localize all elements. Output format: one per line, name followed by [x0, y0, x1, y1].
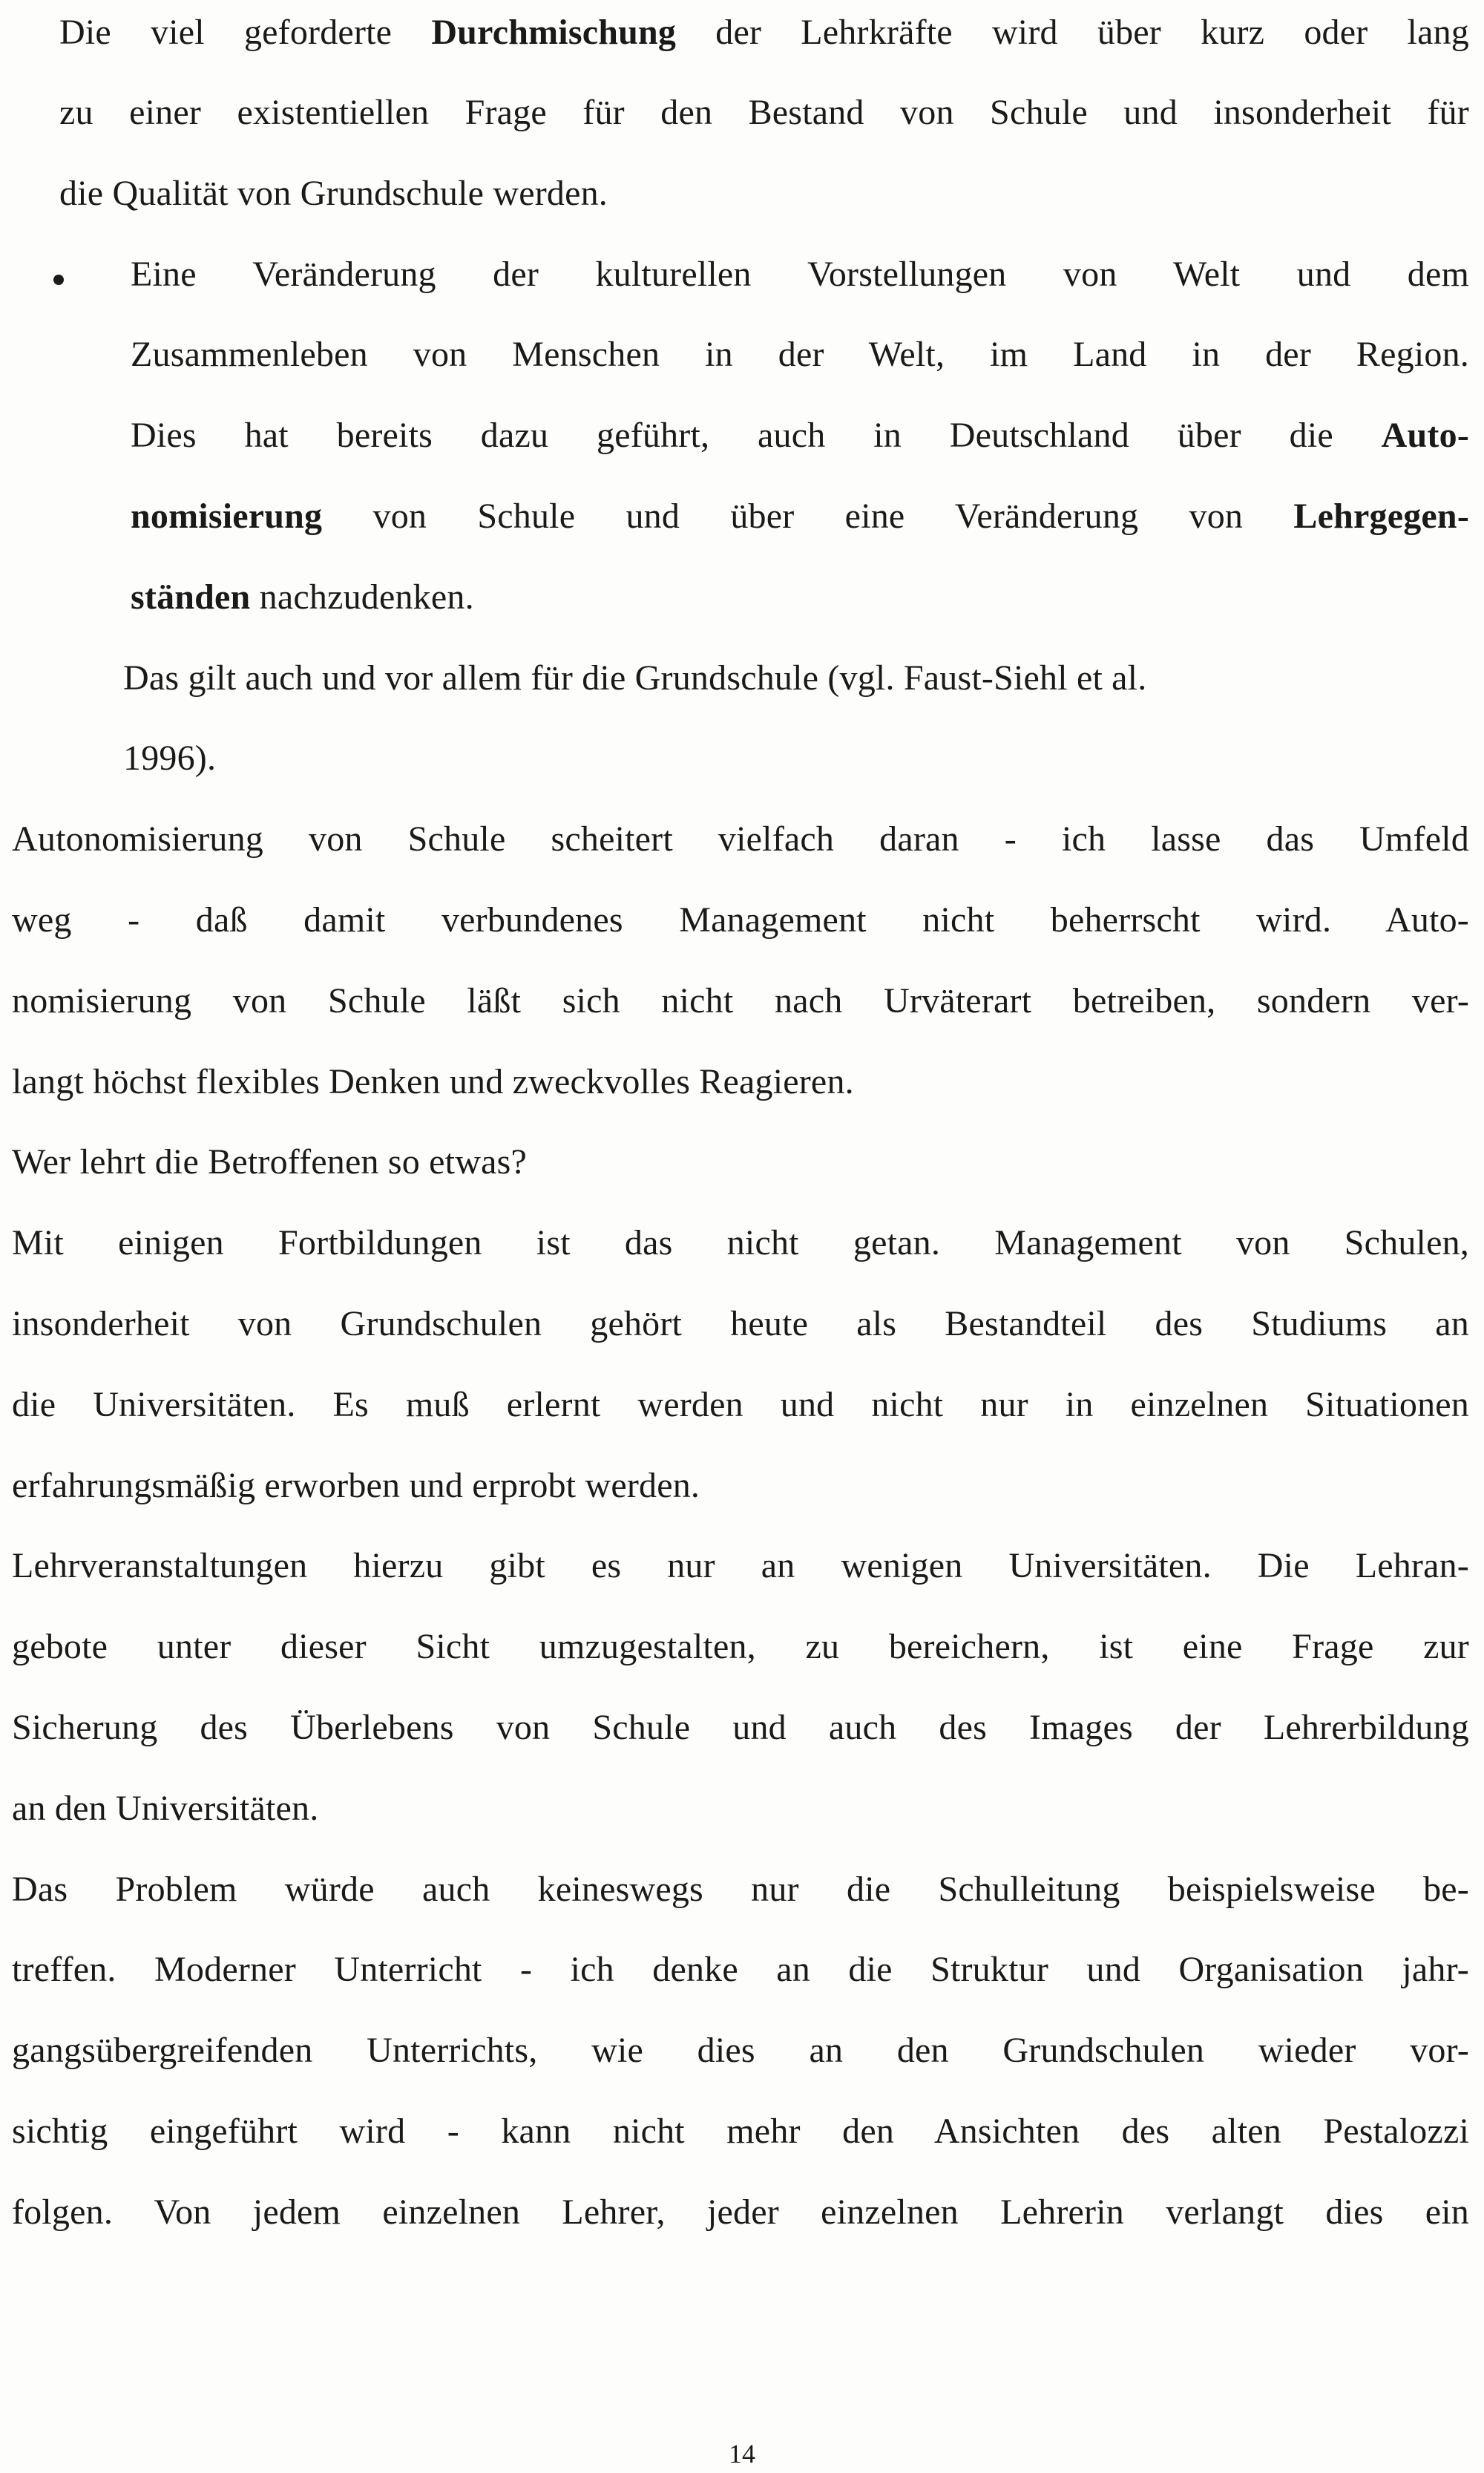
text-line: sichtig eingeführt wird - kann nicht mehr den Ansichten des alten Pestalozzi	[12, 2114, 1469, 2151]
page-number: 14	[729, 2439, 755, 2469]
text-line: Das gilt auch und vor allem für die Grundschule (vgl. Faust-Siehl et al.	[123, 658, 1147, 698]
text-line: 1996).	[123, 738, 217, 778]
text-line: Die viel geforderte Durchmischung der Lehrkräfte wird über kurz oder lang	[59, 15, 1469, 59]
bold-term: Auto-	[1381, 418, 1469, 455]
text-line: Wer lehrt die Betroffenen so etwas?	[12, 1142, 527, 1182]
text-line: treffen. Moderner Unterricht - ich denke an die Struktur und Organisation jahr-	[12, 1952, 1469, 1989]
text-line: folgen. Von jedem einzelnen Lehrer, jeder einzelnen Lehrerin verlangt dies ein	[12, 2195, 1469, 2232]
text-line: die Universitäten. Es muß erlernt werden und nicht nur in einzelnen Situationen	[12, 1387, 1469, 1424]
text-line: Das Problem würde auch keineswegs nur die Schulleitung beispielsweise be-	[12, 1872, 1469, 1909]
text-line: langt höchst flexibles Denken und zweckvolles Reagieren.	[12, 1062, 854, 1101]
text-line: gangsübergreifenden Unterrichts, wie dies an den Grundschulen wieder vor-	[12, 2033, 1469, 2070]
bold-term: ständen	[131, 577, 251, 617]
text-line: nomisierung von Schule läßt sich nicht nach Urväterart betreiben, sondern ver-	[12, 983, 1469, 1021]
text-line: Sicherung des Überlebens von Schule und auch des Images der Lehrerbildung	[12, 1710, 1469, 1747]
bold-term: Durchmischung	[431, 15, 677, 52]
text-line: Lehrveranstaltungen hierzu gibt es nur an wenigen Universitäten. Die Lehran-	[12, 1548, 1469, 1585]
text-line: Autonomisierung von Schule scheitert vielfach daran - ich lasse das Umfeld	[12, 822, 1469, 859]
text-line: Eine Veränderung der kulturellen Vorstellungen von Welt und dem	[131, 257, 1469, 294]
bold-term: Lehrgegen-	[1293, 499, 1469, 536]
bullet-icon	[53, 275, 64, 285]
text-line: Dies hat bereits dazu geführt, auch in Deutschland über die Auto-	[131, 418, 1469, 462]
text-line: zu einer existentiellen Frage für den Bestand von Schule und insonderheit für	[59, 95, 1469, 132]
text-line: nomisierung von Schule und über eine Veränderung von Lehrgegen-	[131, 499, 1469, 543]
text-line: ständen nachzudenken.	[131, 577, 474, 617]
text-line: weg - daß damit verbundenes Management nicht beherrscht wird. Auto-	[12, 903, 1469, 940]
text-line: Mit einigen Fortbildungen ist das nicht getan. Management von Schulen,	[12, 1225, 1469, 1262]
text-line: erfahrungsmäßig erworben und erprobt werden.	[12, 1466, 700, 1505]
text-line: Zusammenleben von Menschen in der Welt, im Land in der Region.	[131, 337, 1469, 374]
text-line: insonderheit von Grundschulen gehört heute als Bestandteil des Studiums an	[12, 1306, 1469, 1343]
bold-term: nomisierung	[131, 499, 323, 536]
text-line: die Qualität von Grundschule werden.	[59, 174, 608, 213]
text-line: gebote unter dieser Sicht umzugestalten, zu bereichern, ist eine Frage zur	[12, 1629, 1469, 1666]
text-line: an den Universitäten.	[12, 1789, 319, 1828]
